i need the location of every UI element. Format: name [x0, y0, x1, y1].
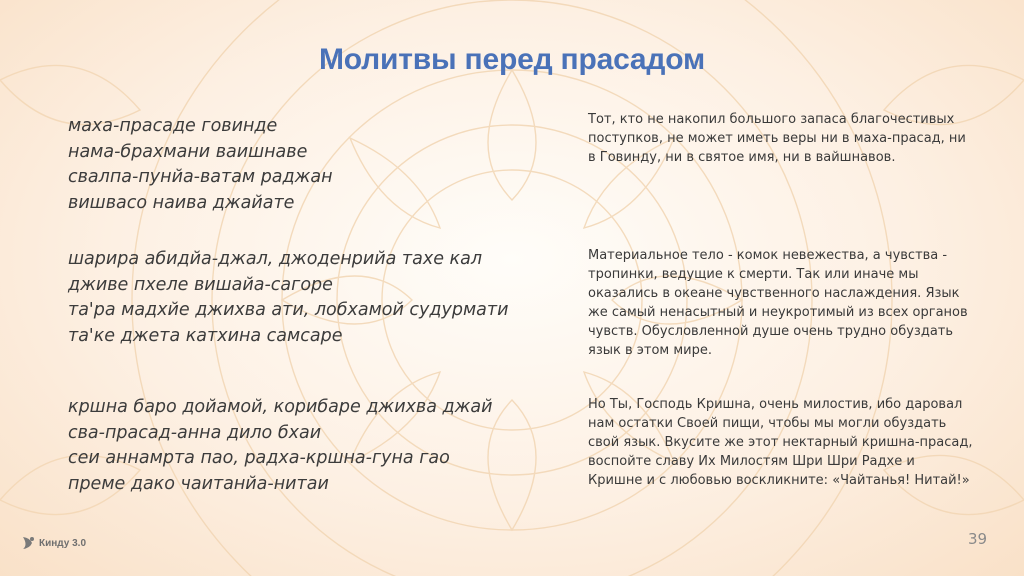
verse-line: сеи аннамрта пао, радха-кршна-гуна гао	[68, 448, 450, 468]
logo-text: Кинду 3.0	[39, 537, 87, 549]
slide-title: Молитвы перед прасадом	[319, 43, 705, 76]
verse-line: нама-брахмани ваишнаве	[68, 141, 308, 162]
verse-line: свалпа-пунйа-ватам раджан	[68, 167, 333, 187]
verse-line: шарира абидйа-джал, джоденрийа тахе кал	[68, 249, 483, 269]
translation-2: Материальное тело - комок невежества, а чувства - тропинки, ведущие к смерти. Так или иначе мы оказались в океане чувственного наслаждения. Язык же самый ненасытный и неукротимый из всех органов чувств. Обусловленной душе очень трудно обуздать язык в этом мире.	[588, 248, 968, 358]
verse-line: кршна баро дойамой, корибаре джихва джай	[68, 397, 493, 417]
verse-line: преме дако чаитанйа-нитаи	[68, 473, 329, 494]
logo-icon	[20, 535, 36, 551]
verse-3	[68, 395, 568, 497]
verse-line: дживе пхеле вишайа-сагоре	[68, 274, 333, 295]
verse-line: та'ке джета катхина самсаре	[68, 325, 343, 346]
verse-line: вишвасо наива джайате	[68, 192, 295, 213]
verse-line: маха-прасаде говинде	[68, 116, 278, 136]
logo	[20, 535, 86, 551]
verse-2	[68, 247, 568, 349]
page-number: 39	[968, 530, 988, 548]
verse-line: сва-прасад-анна дило бхаи	[68, 422, 322, 443]
translation-1: Тот, кто не накопил большого запаса благочестивых поступков, не может иметь веры ни в маха-прасад, ни в Говинду, ни в святое имя, ни в вайшнавов.	[588, 112, 966, 165]
verse-line: та'ра мадхйе джихва ати, лобхамой судурмати	[68, 300, 509, 320]
verse-1	[68, 114, 568, 216]
translation-3: Но Ты, Господь Кришна, очень милостив, ибо даровал нам остатки Своей пищи, чтобы мы могли обуздать свой язык. Вкусите же этот нектарный кришна-прасад, воспойте славу Их Милостям Шри Шри Радхе и Кришне и с любовью воскликните: «Чайтанья! Нитай!»	[588, 397, 973, 488]
